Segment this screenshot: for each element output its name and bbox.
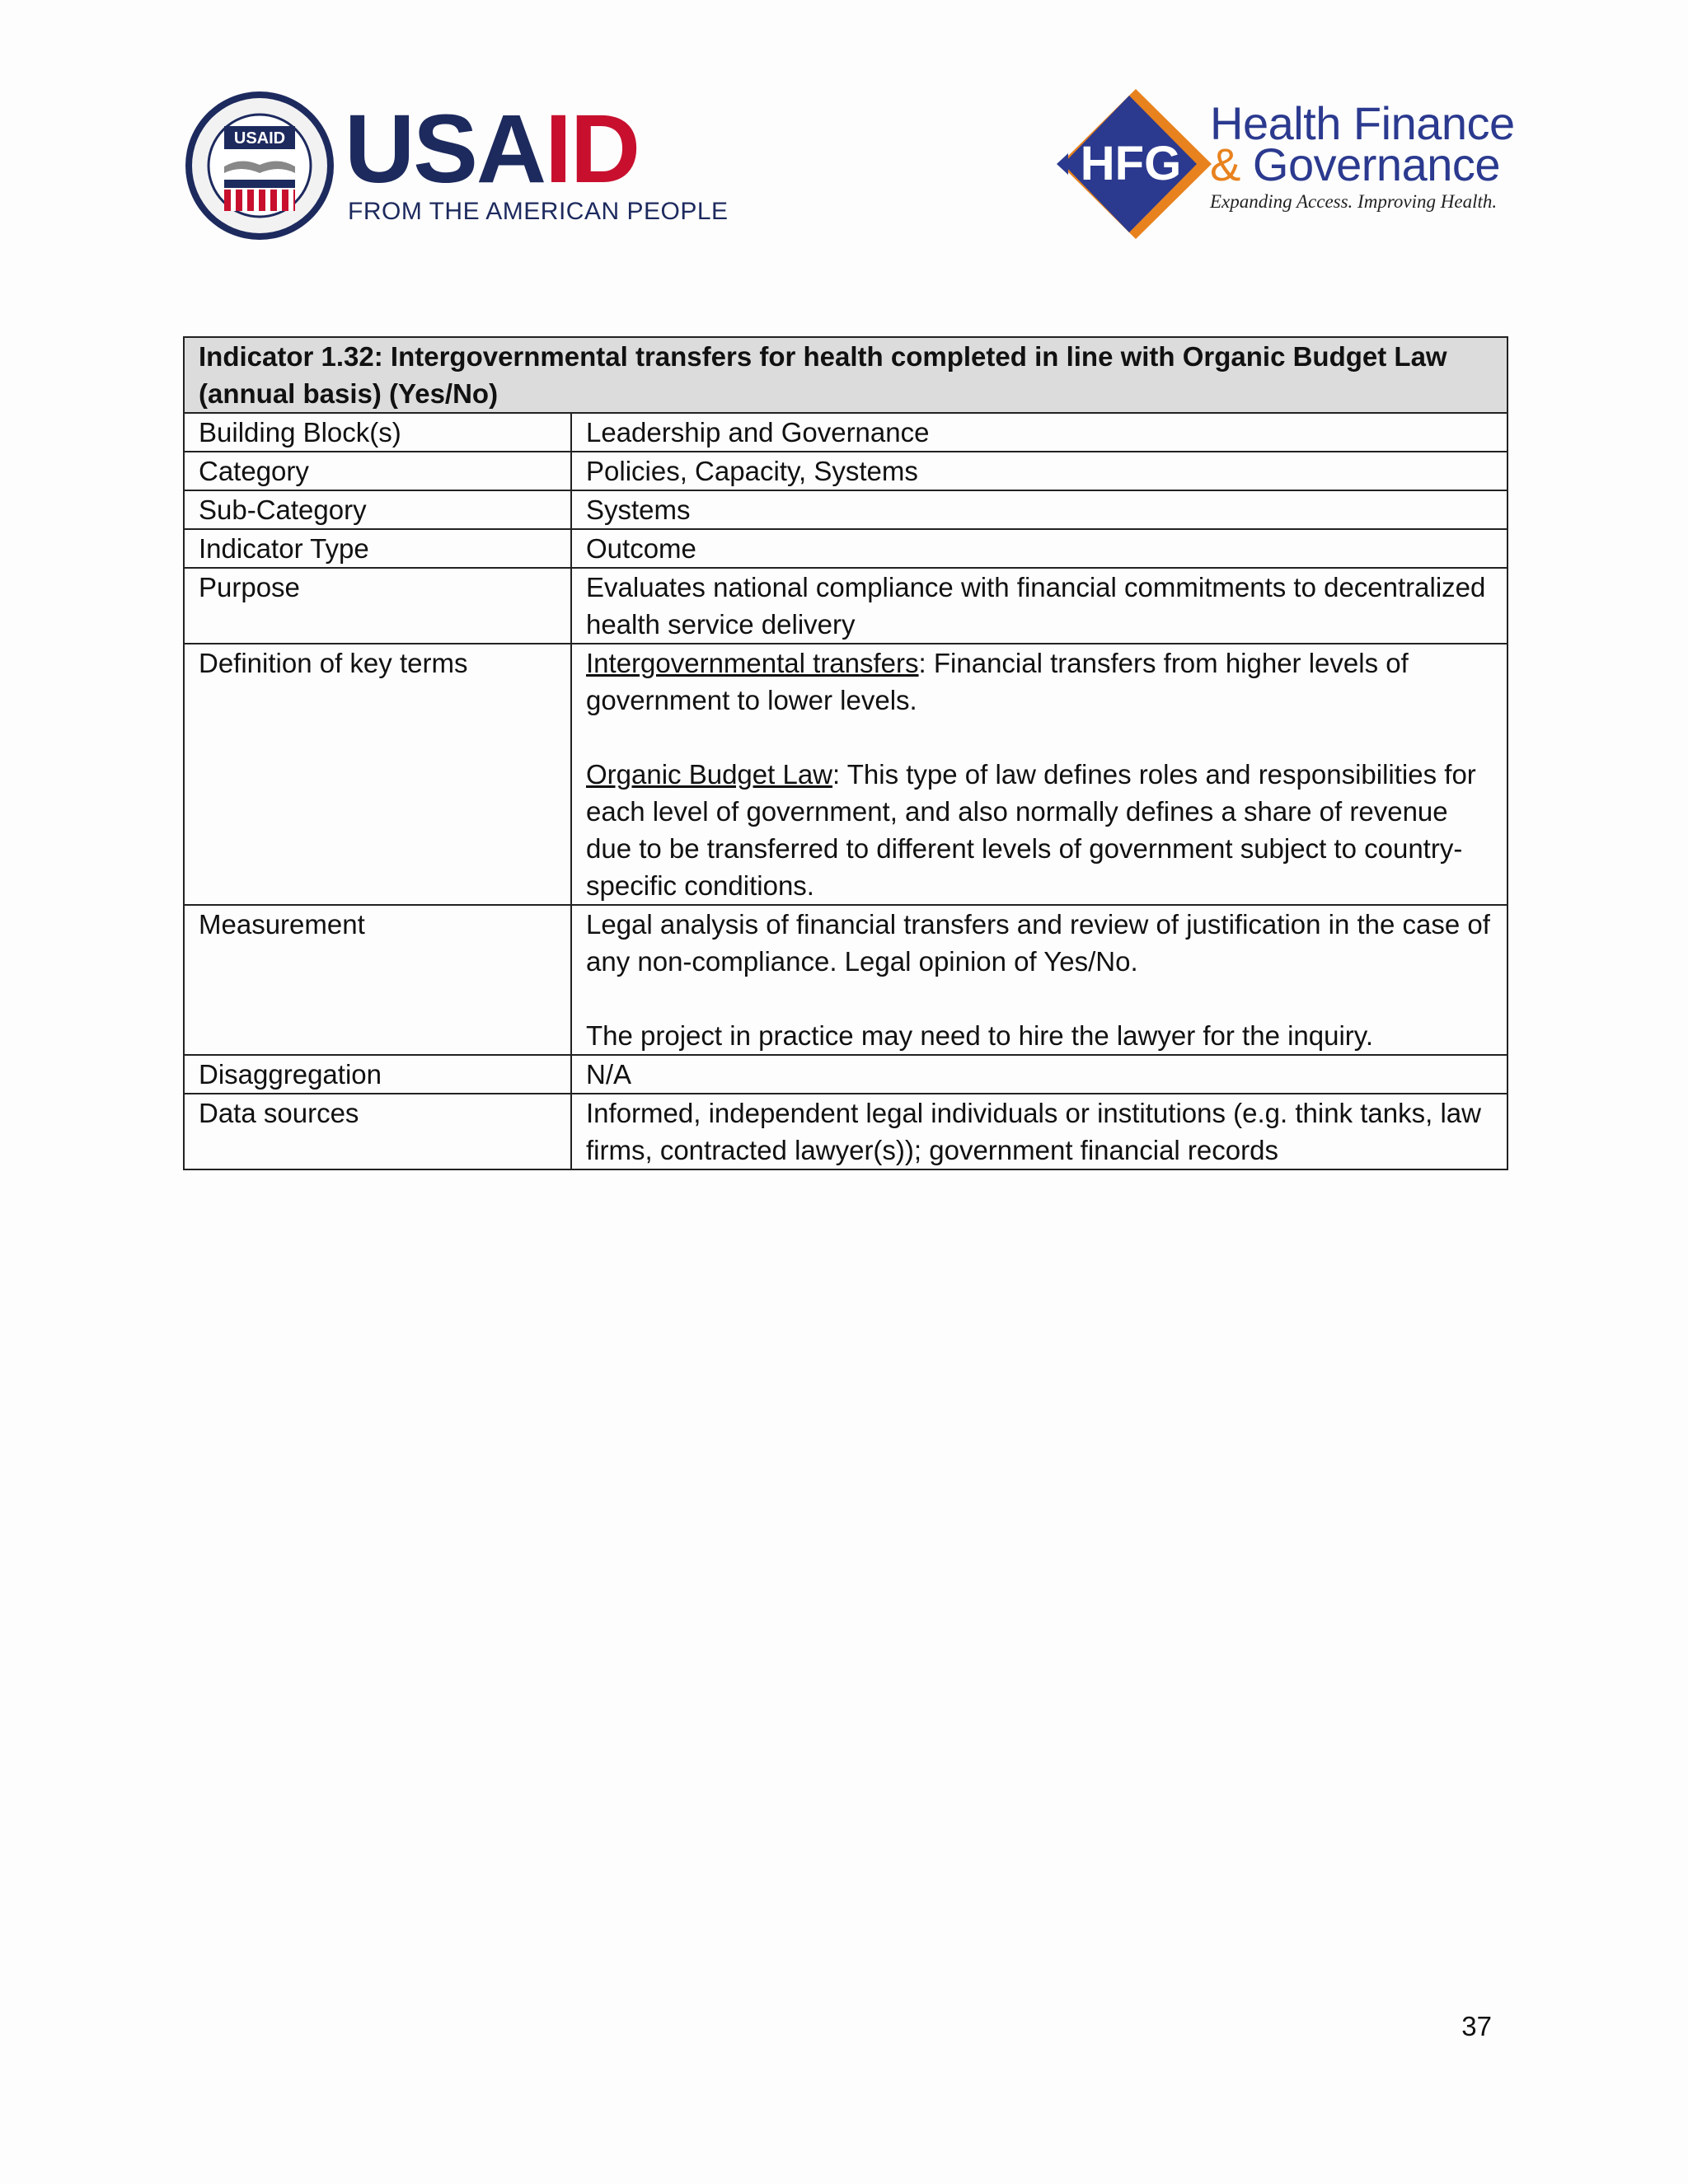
hfg-diamond-icon (1057, 86, 1221, 242)
page-number: 37 (1461, 2011, 1492, 2041)
row-label: Disaggregation (184, 1055, 571, 1094)
hfg-line2 (1210, 138, 1500, 190)
row-label: Purpose (184, 568, 571, 644)
row-label: Measurement (184, 905, 571, 1055)
row-label: Sub-Category (184, 490, 571, 529)
row-value: Evaluates national compliance with financial commitments to decentralized health service delivery (571, 568, 1507, 644)
key-term-definition: : This type of law defines roles and responsibilities for each level of government, and also normally defines a share of revenue due to be transferred to different levels of government subject to country-specific conditions. (586, 759, 1476, 901)
usaid-tagline: FROM THE AMERICAN PEOPLE (348, 198, 729, 225)
row-label: Building Block(s) (184, 413, 571, 452)
table-row (184, 452, 1507, 490)
row-label: Category (184, 452, 571, 490)
seal-label: USAID (233, 129, 286, 148)
row-value: Informed, independent legal individuals or institutions (e.g. think tanks, law firms, contracted lawyer(s)); government financial records (571, 1094, 1507, 1169)
hfg-tagline: Expanding Access. Improving Health. (1210, 191, 1498, 212)
table-row (184, 1055, 1507, 1094)
table-title-row (184, 337, 1507, 413)
row-value: Policies, Capacity, Systems (571, 452, 1507, 490)
row-value: Leadership and Governance (571, 413, 1507, 452)
indicator-title: Indicator 1.32: Intergovernmental transfers for health completed in line with Organic Budget Law (annual basis) (Yes/No) (184, 337, 1507, 413)
usaid-seal-icon (183, 89, 336, 242)
row-label: Indicator Type (184, 529, 571, 568)
measurement-paragraph: Legal analysis of financial transfers and review of justification in the case of any non-compliance. Legal opinion of Yes/No. (586, 909, 1490, 977)
table-row (184, 529, 1507, 568)
row-label: Definition of key terms (184, 644, 571, 905)
table-row (184, 490, 1507, 529)
definition-paragraph (586, 756, 1493, 904)
row-value: N/A (571, 1055, 1507, 1094)
hfg-amp: & (1210, 138, 1240, 190)
hfg-logo (1057, 86, 1518, 242)
hfg-line2-text: Governance (1252, 138, 1500, 190)
row-value (571, 905, 1507, 1055)
table-row (184, 905, 1507, 1055)
table-row (184, 568, 1507, 644)
usaid-word-id: ID (545, 95, 640, 204)
indicator-table (183, 336, 1508, 1170)
hfg-mark-text: HFG (1080, 137, 1182, 190)
key-term: Intergovernmental transfers (586, 648, 919, 678)
usaid-word-usa: USA (345, 95, 546, 204)
hfg-line1: Health Finance (1210, 97, 1515, 149)
row-value (571, 644, 1507, 905)
key-term: Organic Budget Law (586, 759, 833, 790)
row-value: Outcome (571, 529, 1507, 568)
key-term-definition: : Financial transfers from higher levels of government to lower levels. (586, 648, 1409, 715)
table-row (184, 644, 1507, 905)
row-label: Data sources (184, 1094, 571, 1169)
table-row (184, 1094, 1507, 1169)
table-row (184, 413, 1507, 452)
usaid-wordmark (345, 95, 640, 204)
measurement-paragraph: The project in practice may need to hire the lawyer for the inquiry. (586, 1020, 1374, 1051)
usaid-logo (183, 89, 729, 246)
definition-paragraph (586, 644, 1493, 719)
row-value: Systems (571, 490, 1507, 529)
